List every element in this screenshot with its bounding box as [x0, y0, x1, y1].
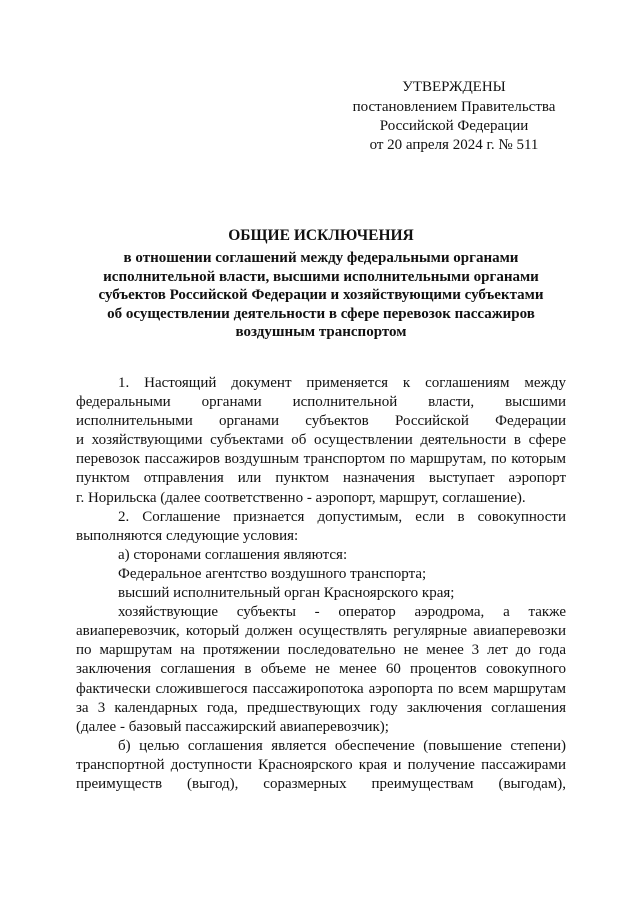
- paragraph: [76, 374, 566, 508]
- paragraph-line: федеральными органами исполнительной власти, высшими: [76, 394, 566, 411]
- paragraph-line: транспортной доступности Красноярского края и получение пассажирами: [76, 756, 566, 773]
- subtitle-line: субъектов Российской Федерации и хозяйствующими субъектами: [98, 287, 544, 304]
- subtitle-line: об осуществлении деятельности в сфере перевозок пассажиров: [107, 305, 535, 322]
- document-subtitle: [76, 249, 566, 342]
- approval-line: постановлением Правительства: [352, 99, 556, 115]
- paragraph-line: по маршрутам на протяжении последовательно не менее 3 лет до года: [76, 642, 566, 659]
- paragraph-line: авиаперевозчик, который должен осуществлять регулярные авиаперевозки: [76, 623, 566, 640]
- paragraph-line: за 3 календарных года, предшествующих году заключения соглашения: [76, 699, 566, 716]
- paragraph: [76, 546, 566, 565]
- document-title: ОБЩИЕ ИСКЛЮЧЕНИЯ: [228, 227, 414, 244]
- paragraph-line: преимуществ (выгод), соразмерных преимуществам (выгодам),: [76, 775, 566, 792]
- paragraph-line: и хозяйствующими субъектами об осуществлении деятельности в сфере: [76, 432, 566, 449]
- paragraph: [76, 508, 566, 546]
- paragraph-line: пунктом отправления или пунктом назначения выступает аэропорт: [76, 470, 566, 487]
- approval-line: от 20 апреля 2024 г. № 511: [369, 137, 539, 153]
- subtitle-line: исполнительной власти, высшими исполнительными органами: [103, 268, 539, 285]
- paragraph-line: фактически сложившегося пассажиропотока аэропорта по всем маршрутам: [76, 680, 566, 697]
- approval-title: УТВЕРЖДЕНЫ: [402, 79, 506, 95]
- paragraph-line: Федеральное агентство воздушного транспорта;: [118, 565, 427, 582]
- subtitle-line: воздушным транспортом: [235, 324, 407, 341]
- paragraph-line: выполняются следующие условия:: [76, 527, 299, 544]
- paragraph: [76, 603, 566, 737]
- paragraph-line: перевозок пассажиров воздушным транспортом по маршрутам, по которым: [76, 451, 566, 468]
- subtitle-line: в отношении соглашений между федеральными органами: [123, 250, 519, 266]
- paragraph: [76, 584, 566, 603]
- paragraph-line: исполнительными органами субъектов Российской Федерации: [76, 413, 566, 430]
- paragraph-line: хозяйствующие субъекты - оператор аэродрома, а также: [118, 604, 566, 621]
- document-body: [76, 374, 566, 794]
- paragraph: [76, 565, 566, 584]
- paragraph-line: (далее - базовый пассажирский авиаперевозчик);: [76, 718, 389, 735]
- paragraph-line: а) сторонами соглашения являются:: [118, 546, 348, 563]
- paragraph-line: г. Норильска (далее соответственно - аэропорт, маршрут, соглашение).: [76, 489, 526, 506]
- approval-line: Российской Федерации: [379, 118, 529, 134]
- paragraph-line: высший исполнительный орган Красноярского края;: [118, 585, 455, 602]
- paragraph-line: б) целью соглашения является обеспечение (повышение степени): [118, 737, 566, 754]
- approval-stamp: [336, 78, 572, 155]
- paragraph-line: заключения соглашения в объеме не менее 60 процентов совокупного: [76, 661, 566, 678]
- paragraph: [76, 737, 566, 794]
- paragraph-line: 1. Настоящий документ применяется к соглашениям между: [118, 375, 566, 391]
- paragraph-line: 2. Соглашение признается допустимым, если в совокупности: [118, 508, 566, 525]
